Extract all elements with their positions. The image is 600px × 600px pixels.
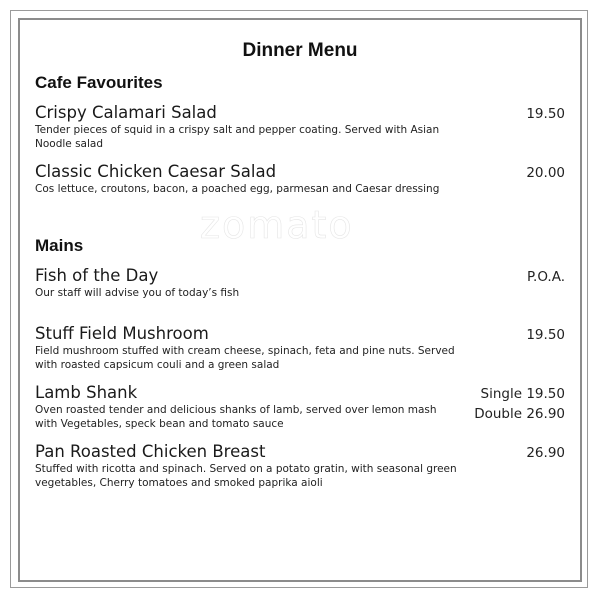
item-price: 20.00 [526,165,565,181]
menu-item-lamb-shank [35,383,565,431]
item-description: Cos lettuce, croutons, bacon, a poached egg, parmesan and Caesar dressing [35,183,440,195]
item-description: Stuffed with ricotta and spinach. Served on a potato gratin, with seasonal green vegetables, Cherry tomatoes and smoked paprika aioli [35,463,457,489]
item-description: Field mushroom stuffed with cream cheese, spinach, feta and pine nuts. Served with roasted capsicum couli and a green salad [35,345,455,371]
item-price-single: Single 19.50 [480,386,565,402]
menu-title: Dinner Menu [242,40,358,61]
item-name: Crispy Calamari Salad [35,103,217,122]
item-price: 19.50 [526,106,565,122]
item-name: Pan Roasted Chicken Breast [35,442,266,461]
menu-item-pan-roasted-chicken-breast [35,442,565,490]
menu-item-crispy-calamari-salad [35,103,565,151]
menu-item-stuff-field-mushroom [35,324,565,372]
item-name: Classic Chicken Caesar Salad [35,162,277,181]
item-name: Stuff Field Mushroom [35,324,209,343]
menu-item-fish-of-the-day [35,266,565,301]
item-name: Lamb Shank [35,383,138,402]
item-price: 19.50 [526,327,565,343]
item-description: Tender pieces of squid in a crispy salt and pepper coating. Served with Asian Noodle salad [35,124,440,150]
item-name: Fish of the Day [35,266,159,285]
item-price-group [474,384,565,424]
item-description: Oven roasted tender and delicious shanks of lamb, served over lemon mash with Vegetables, speck bean and tomato sauce [35,404,437,430]
item-price: 26.90 [526,445,565,461]
zomato-watermark: zomato [200,203,354,247]
item-price-double: Double 26.90 [474,406,565,422]
item-price: P.O.A. [527,269,565,285]
menu-item-classic-chicken-caesar-salad [35,162,565,197]
section-heading-cafe-favourites: Cafe Favourites [35,73,163,92]
section-heading-mains: Mains [35,236,84,255]
item-description: Our staff will advise you of today’s fish [35,287,240,299]
